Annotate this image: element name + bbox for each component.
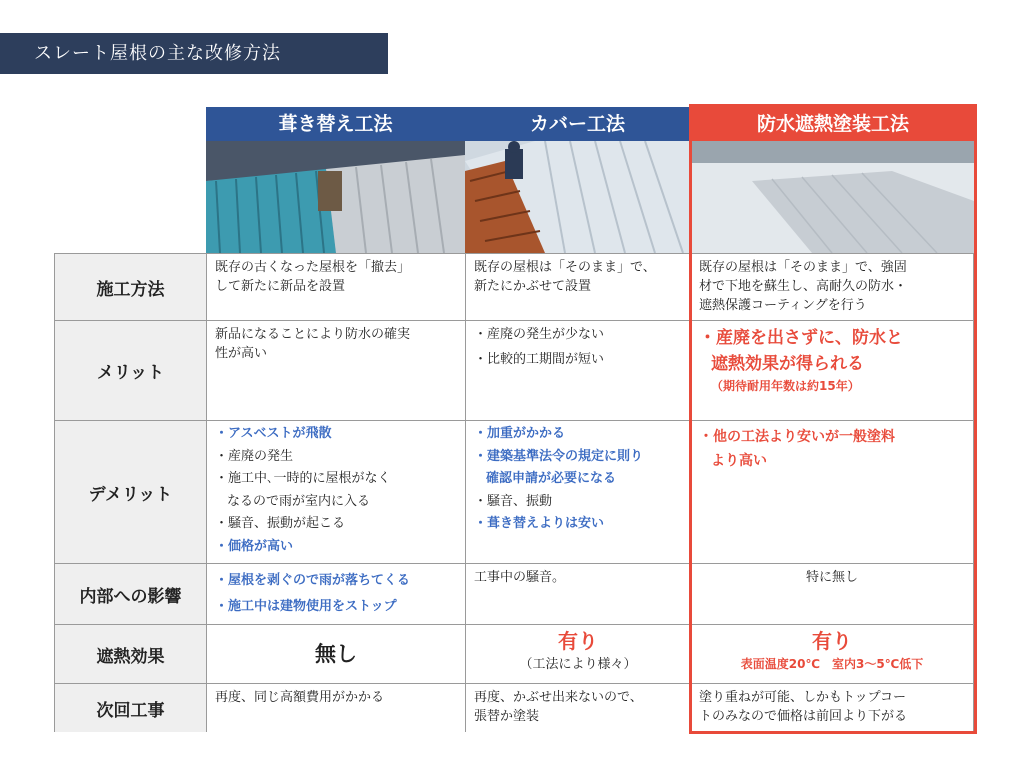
cell-reroof: 既存の古くなった屋根を「撤去」 して新たに新品を設置 [206,254,465,320]
cell-coating: ・産廃を出さずに、防水と 遮熱効果が得られる （期待耐用年数は約15年） [690,321,974,420]
cell-cover: 工事中の騒音。 [465,564,690,624]
row-label: 遮熱効果 [54,625,206,683]
cell-cover: ・加重がかかる ・建築基準法令の規定に則り 確認申請が必要になる ・騒音、振動 ・葺き替えよりは安い [465,421,690,563]
row-method [54,253,974,320]
row-label: 次回工事 [54,684,206,732]
cell-reroof: 新品になることにより防水の確実 性が高い [206,321,465,420]
cell-coating: ・他の工法より安いが一般塗料 より高い [690,421,974,563]
cell-reroof: 再度、同じ高額費用がかかる [206,684,465,732]
reroof-photo [206,141,465,253]
cell-reroof: ・屋根を剥ぐので雨が落ちてくる ・施工中は建物使用をストップ [206,564,465,624]
cell-coating: 有り 表面温度20℃ 室内3～5℃低下 [690,625,974,683]
cell-reroof: 無し [206,625,465,683]
row-label: メリット [54,321,206,420]
row-merit [54,320,974,420]
row-next [54,683,974,732]
row-heat [54,624,974,683]
row-label: 施工方法 [54,254,206,320]
row-demerit [54,420,974,563]
cell-cover: 再度、かぶせ出来ないので、 張替か塗装 [465,684,690,732]
cell-cover: 既存の屋根は「そのまま」で、 新たにかぶせて設置 [465,254,690,320]
cell-coating: 既存の屋根は「そのまま」で、強固 材で下地を蘇生し、高耐久の防水・ 遮熱保護コーティングを行う [690,254,974,320]
row-label: 内部への影響 [54,564,206,624]
cell-cover: 有り （工法により様々） [465,625,690,683]
col-header-reroof: 葺き替え工法 [206,107,465,141]
cell-coating: 特に無し [690,564,974,624]
cell-reroof: ・アスベストが飛散 ・産廃の発生 ・施工中､一時的に屋根がなく なるので雨が室内に入る ・騒音、振動が起こる ・価格が高い [206,421,465,563]
cover-photo [465,141,690,253]
coating-photo [692,141,974,253]
row-label: デメリット [54,421,206,563]
row-interior [54,563,974,624]
col-header-cover: カバー工法 [465,107,690,141]
cell-coating: 塗り重ねが可能、しかもトップコー トのみなので価格は前回より下がる [690,684,974,732]
cell-cover: ・産廃の発生が少ない ・比較的工期間が短い [465,321,690,420]
slide-title: スレート屋根の主な改修方法 [0,33,388,74]
col-header-coating: 防水遮熱塗装工法 [692,107,974,141]
